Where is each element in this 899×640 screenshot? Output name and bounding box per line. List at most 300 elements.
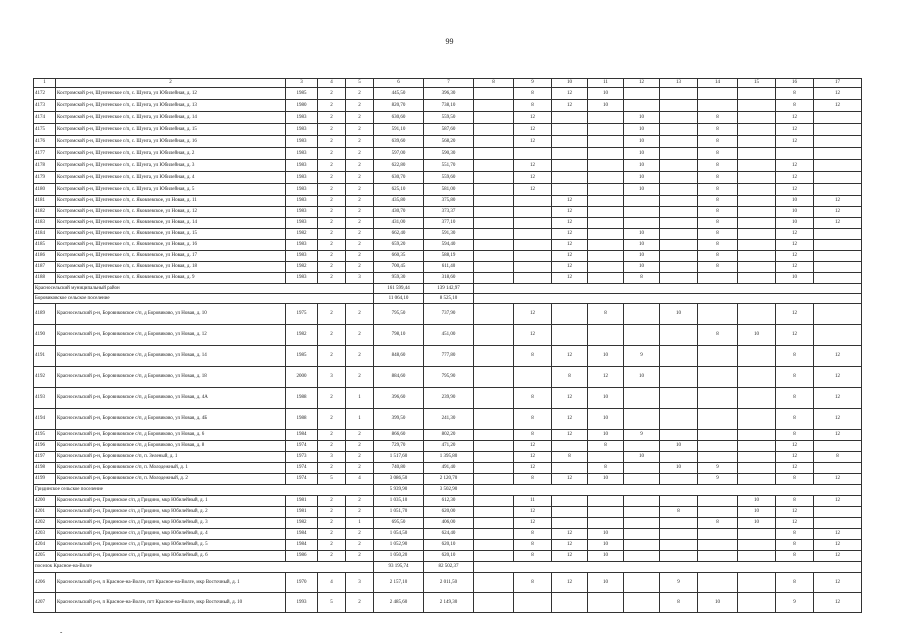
value-cell: 8 (698, 136, 738, 148)
value-cell: 8 (698, 229, 738, 240)
value-cell: 2 (318, 229, 346, 240)
value-cell: 5 (318, 593, 346, 613)
value-cell (552, 112, 588, 124)
section-total-area: 161 599,44 (374, 284, 424, 294)
value-cell (474, 262, 514, 273)
value-cell: 8 (514, 388, 552, 409)
value-cell: 2 (318, 540, 346, 551)
column-number-row (34, 79, 862, 88)
value-cell: 12 (776, 325, 814, 346)
address-cell: Красносельский р-н, Гридинское с/п, д Гридино, мкр Юбилейный, д. 3 (56, 518, 286, 529)
value-cell: 2 (318, 88, 346, 100)
value-cell: 10 (588, 474, 624, 485)
address-cell: Красносельский р-н, п Красное-на-Волге, пгт Красное-на-Волге, мкр Восточный, д. 1 (56, 573, 286, 593)
value-cell: 8 (698, 160, 738, 172)
value-cell: 12 (776, 124, 814, 136)
value-cell (624, 518, 660, 529)
footer-mark: - (60, 628, 63, 636)
value-cell: 12 (552, 474, 588, 485)
value-cell (698, 273, 738, 284)
value-cell: 10 (624, 262, 660, 273)
value-cell: 2 (346, 207, 374, 218)
value-cell: 10 (588, 388, 624, 409)
value-cell (660, 251, 698, 262)
value-cell: 8 (660, 507, 698, 518)
value-cell: 611,40 (424, 262, 474, 273)
address-cell: Костромской р-н, Шунгенское с/п, с. Яковлевское, ул Новая, д. 18 (56, 262, 286, 273)
value-cell: 2 (318, 346, 346, 367)
value-cell: 2 157,10 (374, 573, 424, 593)
value-cell (738, 207, 776, 218)
value-cell: 1975 (286, 304, 318, 325)
value-cell (552, 124, 588, 136)
row-id: 4202 (34, 518, 56, 529)
value-cell (738, 474, 776, 485)
value-cell: 2 (318, 196, 346, 207)
value-cell (588, 251, 624, 262)
value-cell (552, 441, 588, 452)
value-cell: 241,30 (424, 409, 474, 430)
value-cell: 588,19 (424, 251, 474, 262)
value-cell: 2 (346, 240, 374, 251)
value-cell: 10 (738, 507, 776, 518)
value-cell (624, 529, 660, 540)
value-cell: 10 (624, 452, 660, 463)
value-cell: 10 (660, 441, 698, 452)
address-cell: Костромской р-н, Шунгенское с/п, с. Шунга, ул Юбилейная, д. 13 (56, 100, 286, 112)
value-cell (624, 196, 660, 207)
value-cell (660, 196, 698, 207)
table-row (34, 229, 862, 240)
value-cell: 12 (776, 518, 814, 529)
value-cell: 8 (776, 100, 814, 112)
value-cell (814, 240, 862, 251)
value-cell: 568,20 (424, 136, 474, 148)
value-cell (814, 325, 862, 346)
value-cell: 10 (776, 207, 814, 218)
value-cell: 12 (552, 573, 588, 593)
table-row (34, 124, 862, 136)
table-row (34, 441, 862, 452)
value-cell (738, 452, 776, 463)
value-cell (588, 112, 624, 124)
table-row (34, 507, 862, 518)
value-cell: 12 (514, 136, 552, 148)
value-cell: 2 (346, 346, 374, 367)
section-label: Красносельский муниципальный район (34, 284, 374, 294)
value-cell: 12 (776, 452, 814, 463)
value-cell: 8 (514, 529, 552, 540)
address-cell: Красносельский р-н, Боровиковское с/п, п. Зеленый, д. 1 (56, 452, 286, 463)
value-cell: 8 (698, 207, 738, 218)
value-cell: 2 (318, 207, 346, 218)
value-cell (474, 124, 514, 136)
row-id: 4206 (34, 573, 56, 593)
section-total-area: 93 195,74 (374, 562, 424, 573)
row-id: 4174 (34, 112, 56, 124)
value-cell: 795,50 (374, 304, 424, 325)
value-cell (814, 124, 862, 136)
row-id: 4175 (34, 124, 56, 136)
table-row (34, 452, 862, 463)
value-cell (660, 207, 698, 218)
value-cell: 239,90 (424, 388, 474, 409)
value-cell: 1984 (286, 529, 318, 540)
section-living-area: 8 525,10 (424, 294, 474, 304)
value-cell: 2 (346, 251, 374, 262)
address-cell: Костромской р-н, Шунгенское с/п, с. Яковлевское, ул Новая, д. 17 (56, 251, 286, 262)
value-cell (474, 452, 514, 463)
address-cell: Костромской р-н, Шунгенское с/п, с. Яковлевское, ул Новая, д. 16 (56, 240, 286, 251)
value-cell: 2 (318, 160, 346, 172)
value-cell: 10 (624, 148, 660, 160)
value-cell: 10 (624, 124, 660, 136)
value-cell: 2 (318, 551, 346, 562)
value-cell: 10 (776, 273, 814, 284)
value-cell (738, 409, 776, 430)
value-cell: 2 (318, 507, 346, 518)
value-cell (624, 540, 660, 551)
value-cell (474, 207, 514, 218)
value-cell (474, 218, 514, 229)
value-cell: 12 (514, 172, 552, 184)
address-cell: Костромской р-н, Шунгенское с/п, с. Шунга, ул Юбилейная, д. 5 (56, 184, 286, 196)
column-number: 2 (56, 79, 286, 88)
value-cell (514, 262, 552, 273)
value-cell: 2 (346, 529, 374, 540)
value-cell: 9 (624, 346, 660, 367)
value-cell (514, 218, 552, 229)
value-cell: 10 (624, 184, 660, 196)
value-cell: 1982 (286, 518, 318, 529)
value-cell: 2 (346, 172, 374, 184)
value-cell (588, 196, 624, 207)
table-row (34, 251, 862, 262)
value-cell (552, 593, 588, 613)
value-cell: 1983 (286, 273, 318, 284)
value-cell: 8 (698, 262, 738, 273)
value-cell: 591,30 (424, 229, 474, 240)
value-cell (738, 229, 776, 240)
value-cell: 12 (776, 172, 814, 184)
value-cell: 8 (624, 273, 660, 284)
value-cell: 8 (552, 367, 588, 388)
row-id: 4197 (34, 452, 56, 463)
value-cell: 12 (814, 474, 862, 485)
value-cell: 12 (776, 262, 814, 273)
row-id: 4179 (34, 172, 56, 184)
value-cell (660, 172, 698, 184)
value-cell: 1 395,80 (424, 452, 474, 463)
value-cell (588, 124, 624, 136)
table-row (34, 88, 862, 100)
value-cell: 639,60 (374, 136, 424, 148)
value-cell: 612,30 (424, 496, 474, 507)
value-cell: 10 (588, 540, 624, 551)
value-cell (552, 463, 588, 474)
value-cell (814, 262, 862, 273)
value-cell: 2000 (286, 367, 318, 388)
value-cell: 729,70 (374, 441, 424, 452)
value-cell (814, 273, 862, 284)
value-cell: 12 (552, 196, 588, 207)
value-cell: 12 (552, 240, 588, 251)
value-cell: 12 (552, 218, 588, 229)
value-cell (660, 240, 698, 251)
value-cell: 8 (660, 593, 698, 613)
value-cell (738, 124, 776, 136)
address-cell: Костромской р-н, Шунгенское с/п, с. Яковлевское, ул Новая, д. 9 (56, 273, 286, 284)
value-cell (514, 593, 552, 613)
value-cell: 1983 (286, 172, 318, 184)
value-cell (474, 551, 514, 562)
value-cell: 2 (346, 160, 374, 172)
value-cell: 406,00 (424, 518, 474, 529)
value-cell (660, 160, 698, 172)
value-cell (698, 346, 738, 367)
row-id: 4178 (34, 160, 56, 172)
address-cell: Костромской р-н, Шунгенское с/п, с. Яковлевское, ул Новая, д. 15 (56, 229, 286, 240)
value-cell (660, 262, 698, 273)
value-cell: 12 (552, 388, 588, 409)
value-cell (474, 430, 514, 441)
row-id: 4185 (34, 240, 56, 251)
value-cell (738, 540, 776, 551)
value-cell (698, 573, 738, 593)
value-cell (474, 463, 514, 474)
value-cell: 2 149,30 (424, 593, 474, 613)
value-cell: 2 (346, 452, 374, 463)
value-cell (624, 388, 660, 409)
row-id: 4176 (34, 136, 56, 148)
value-cell: 9 (776, 593, 814, 613)
value-cell: 8 (514, 409, 552, 430)
value-cell: 1974 (286, 463, 318, 474)
value-cell: 959,30 (374, 273, 424, 284)
table-row (34, 100, 862, 112)
value-cell: 8 (514, 430, 552, 441)
value-cell (660, 124, 698, 136)
value-cell: 12 (814, 100, 862, 112)
value-cell: 594,40 (424, 240, 474, 251)
value-cell: 12 (552, 207, 588, 218)
value-cell: 625,10 (374, 184, 424, 196)
column-number: 11 (588, 79, 624, 88)
value-cell: 2 011,50 (424, 573, 474, 593)
row-id: 4189 (34, 304, 56, 325)
value-cell: 12 (552, 430, 588, 441)
value-cell (588, 507, 624, 518)
empty-cell (474, 284, 862, 294)
value-cell: 620,10 (424, 551, 474, 562)
value-cell: 620,00 (424, 507, 474, 518)
value-cell: 12 (776, 136, 814, 148)
value-cell: 1988 (286, 388, 318, 409)
table-row (34, 496, 862, 507)
value-cell: 12 (814, 430, 862, 441)
column-number: 6 (374, 79, 424, 88)
value-cell (814, 160, 862, 172)
value-cell: 2 485,60 (374, 593, 424, 613)
value-cell: 12 (814, 496, 862, 507)
value-cell: 10 (624, 136, 660, 148)
value-cell (588, 184, 624, 196)
value-cell: 1983 (286, 207, 318, 218)
value-cell: 10 (624, 172, 660, 184)
value-cell: 2 (318, 496, 346, 507)
value-cell: 630,60 (374, 112, 424, 124)
value-cell (552, 148, 588, 160)
value-cell: 2 (346, 463, 374, 474)
value-cell (474, 346, 514, 367)
section-label: Гридинское сельское поселение (34, 485, 374, 496)
value-cell: 1 517,60 (374, 452, 424, 463)
value-cell: 12 (776, 112, 814, 124)
value-cell: 2 (346, 441, 374, 452)
value-cell: 12 (514, 124, 552, 136)
row-id: 4183 (34, 218, 56, 229)
value-cell: 2 (318, 463, 346, 474)
value-cell: 12 (814, 551, 862, 562)
column-number: 9 (514, 79, 552, 88)
value-cell (474, 304, 514, 325)
address-cell: Костромской р-н, Шунгенское с/п, с. Шунга, ул Юбилейная, д. 15 (56, 124, 286, 136)
value-cell: 12 (514, 518, 552, 529)
value-cell: 431,00 (374, 218, 424, 229)
value-cell (776, 148, 814, 160)
value-cell: 695,50 (374, 518, 424, 529)
value-cell: 1984 (286, 430, 318, 441)
value-cell: 2 (318, 148, 346, 160)
value-cell (588, 325, 624, 346)
address-cell: Красносельский р-н, Боровиковское с/п, д Боровиково, ул Новая, д. 8 (56, 441, 286, 452)
value-cell (660, 474, 698, 485)
value-cell: 9 (698, 474, 738, 485)
value-cell: 10 (698, 593, 738, 613)
value-cell (738, 88, 776, 100)
value-cell (660, 88, 698, 100)
value-cell: 2 (346, 229, 374, 240)
value-cell: 559,50 (424, 112, 474, 124)
value-cell (660, 540, 698, 551)
value-cell (698, 529, 738, 540)
value-cell (514, 196, 552, 207)
value-cell (552, 172, 588, 184)
value-cell: 8 (514, 573, 552, 593)
value-cell: 8 (698, 172, 738, 184)
value-cell (660, 218, 698, 229)
value-cell: 8 (514, 540, 552, 551)
table-row (34, 430, 862, 441)
value-cell: 12 (776, 184, 814, 196)
value-cell: 3 (346, 273, 374, 284)
value-cell: 2 (318, 325, 346, 346)
value-cell (738, 112, 776, 124)
value-cell (698, 540, 738, 551)
value-cell: 12 (776, 507, 814, 518)
value-cell (814, 441, 862, 452)
value-cell (814, 304, 862, 325)
value-cell: 12 (514, 452, 552, 463)
value-cell (698, 100, 738, 112)
value-cell: 1 052,90 (374, 540, 424, 551)
value-cell: 8 (776, 409, 814, 430)
value-cell: 1983 (286, 160, 318, 172)
value-cell (738, 367, 776, 388)
value-cell: 10 (738, 325, 776, 346)
value-cell (514, 148, 552, 160)
value-cell: 8 (776, 529, 814, 540)
value-cell: 1 (346, 409, 374, 430)
row-id: 4191 (34, 346, 56, 367)
table-row (34, 409, 862, 430)
value-cell: 8 (588, 441, 624, 452)
value-cell: 8 (698, 124, 738, 136)
value-cell: 8 (552, 452, 588, 463)
value-cell (738, 148, 776, 160)
value-cell: 2 (346, 325, 374, 346)
value-cell: 2 (346, 218, 374, 229)
value-cell: 12 (776, 304, 814, 325)
value-cell: 8 (776, 88, 814, 100)
value-cell: 12 (552, 88, 588, 100)
value-cell: 795,90 (424, 367, 474, 388)
value-cell (698, 496, 738, 507)
value-cell: 1982 (286, 262, 318, 273)
value-cell (552, 518, 588, 529)
value-cell: 10 (624, 160, 660, 172)
column-number: 4 (318, 79, 346, 88)
value-cell: 12 (514, 160, 552, 172)
value-cell: 2 (318, 529, 346, 540)
row-id: 4190 (34, 325, 56, 346)
table-row (34, 112, 862, 124)
value-cell (474, 518, 514, 529)
value-cell: 866,60 (374, 430, 424, 441)
value-cell: 2 (318, 172, 346, 184)
value-cell: 8 (514, 551, 552, 562)
value-cell (624, 304, 660, 325)
row-id: 4181 (34, 196, 56, 207)
value-cell: 740,80 (374, 463, 424, 474)
value-cell: 660,35 (374, 251, 424, 262)
value-cell (588, 148, 624, 160)
address-cell: Красносельский р-н, Боровиковское с/п, д Боровиково, ул Новая, д. 14 (56, 346, 286, 367)
value-cell: 12 (552, 540, 588, 551)
value-cell (474, 100, 514, 112)
value-cell: 12 (776, 229, 814, 240)
value-cell (660, 551, 698, 562)
value-cell (814, 112, 862, 124)
address-cell: Красносельский р-н, Боровиковское с/п, д Боровиково, ул Новая, д. 4А (56, 388, 286, 409)
value-cell: 10 (588, 573, 624, 593)
value-cell (588, 496, 624, 507)
value-cell: 12 (776, 240, 814, 251)
value-cell (738, 441, 776, 452)
column-number: 14 (698, 79, 738, 88)
value-cell (814, 148, 862, 160)
value-cell: 777,80 (424, 346, 474, 367)
empty-cell (474, 294, 862, 304)
value-cell (624, 441, 660, 452)
value-cell: 551,70 (424, 160, 474, 172)
value-cell (624, 573, 660, 593)
value-cell: 373,37 (424, 207, 474, 218)
value-cell: 2 (318, 304, 346, 325)
address-cell: Костромской р-н, Шунгенское с/п, с. Шунга, ул Юбилейная, д. 4 (56, 172, 286, 184)
table-row (34, 367, 862, 388)
column-number: 5 (346, 79, 374, 88)
